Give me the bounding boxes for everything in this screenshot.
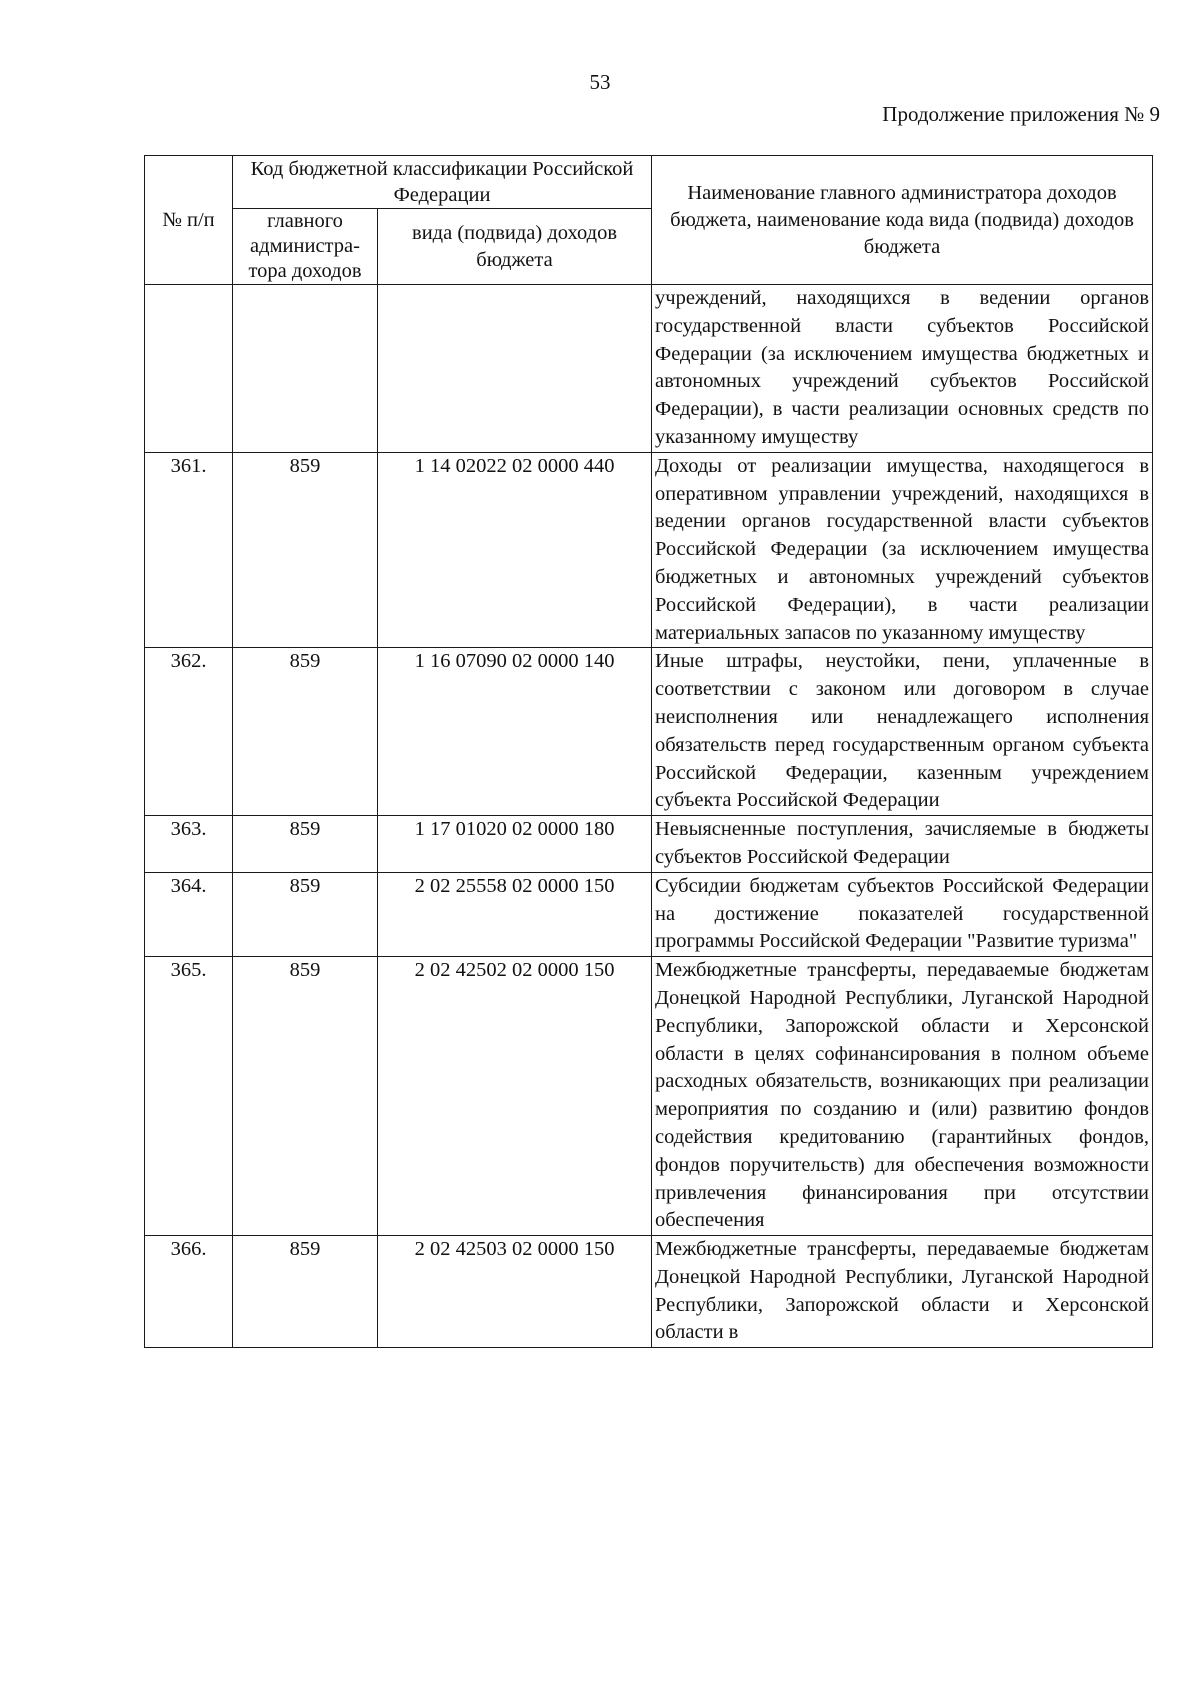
row-number: 366. <box>145 1236 233 1348</box>
appendix-continuation-label: Продолжение приложения № 9 <box>882 102 1160 126</box>
row-description: Субсидии бюджетам субъектов Российской Федерации на достижение показателей государственной программы Российской Федерации "Развитие туризма" <box>652 872 1153 956</box>
header-row-number: № п/п <box>145 156 233 285</box>
page-number: 53 <box>589 70 611 94</box>
row-description: Межбюджетные трансферты, передаваемые бюджетам Донецкой Народной Республики, Луганской Народной Республики, Запорожской области и Херсонской области в <box>652 1236 1153 1348</box>
table-row <box>145 872 1153 956</box>
row-number <box>145 285 233 453</box>
row-number: 363. <box>145 816 233 873</box>
table-row <box>145 285 1153 453</box>
row-admin-code: 859 <box>233 872 378 956</box>
row-number: 364. <box>145 872 233 956</box>
row-admin-code: 859 <box>233 452 378 648</box>
row-revenue-code: 2 02 42503 02 0000 150 <box>378 1236 652 1348</box>
row-description: учреждений, находящихся в ведении органов государственной власти субъектов Российской Федерации (за исключением имущества бюджетных и автономных учреждений субъектов Российской Федерации), в части реализации основных средств по указанному имуществу <box>652 285 1153 453</box>
table-row <box>145 1236 1153 1348</box>
row-admin-code <box>233 285 378 453</box>
row-number: 361. <box>145 452 233 648</box>
table-row <box>145 957 1153 1236</box>
row-number: 362. <box>145 648 233 816</box>
row-revenue-code: 1 16 07090 02 0000 140 <box>378 648 652 816</box>
row-number: 365. <box>145 957 233 1236</box>
row-revenue-code: 2 02 42502 02 0000 150 <box>378 957 652 1236</box>
table-row <box>145 816 1153 873</box>
table-row <box>145 648 1153 816</box>
row-admin-code: 859 <box>233 1236 378 1348</box>
header-administrator-name: Наименование главного администратора доходов бюджета, наименование кода вида (подвида) доходов бюджета <box>652 156 1153 285</box>
header-revenue-type-code: вида (подвида) доходов бюджета <box>378 209 652 285</box>
table-row <box>145 452 1153 648</box>
table-header-row <box>145 156 1153 209</box>
row-description: Иные штрафы, неустойки, пени, уплаченные в соответствии с законом или договором в случае неисполнения или ненадлежащего исполнения обязательств перед государственным органом субъекта Российской Федерации, казенным учреждением субъекта Российской Федерации <box>652 648 1153 816</box>
header-budget-code-group: Код бюджетной классификации Российской Федерации <box>233 156 652 209</box>
row-revenue-code: 2 02 25558 02 0000 150 <box>378 872 652 956</box>
row-admin-code: 859 <box>233 648 378 816</box>
row-description: Невыясненные поступления, зачисляемые в бюджеты субъектов Российской Федерации <box>652 816 1153 873</box>
header-chief-administrator-code: главного администра-тора доходов <box>233 209 378 285</box>
row-revenue-code <box>378 285 652 453</box>
row-admin-code: 859 <box>233 957 378 1236</box>
row-revenue-code: 1 14 02022 02 0000 440 <box>378 452 652 648</box>
row-description: Доходы от реализации имущества, находящегося в оперативном управлении учреждений, находящихся в ведении органов государственной власти субъектов Российской Федерации (за исключением имущества бюджетных и автономных учреждений субъектов Российской Федерации), в части реализации материальных запасов по указанному имуществу <box>652 452 1153 648</box>
row-revenue-code: 1 17 01020 02 0000 180 <box>378 816 652 873</box>
row-description: Межбюджетные трансферты, передаваемые бюджетам Донецкой Народной Республики, Луганской Народной Республики, Запорожской области и Херсонской области в целях софинансирования в полном объеме расходных обязательств, возникающих при реализации мероприятия по созданию и (или) развитию фондов содействия кредитованию (гарантийных фондов, фондов поручительств) для обеспечения возможности привлечения финансирования при отсутствии обеспечения <box>652 957 1153 1236</box>
row-admin-code: 859 <box>233 816 378 873</box>
budget-classification-table <box>144 155 1153 1348</box>
